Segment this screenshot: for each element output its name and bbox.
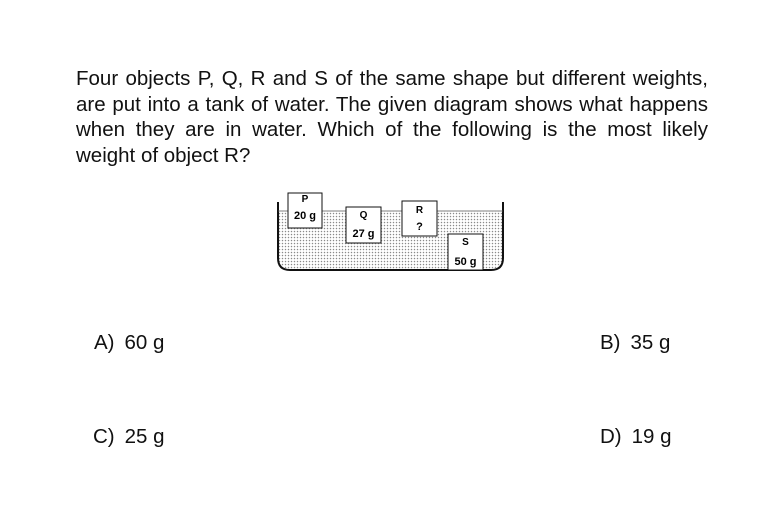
option-c[interactable]	[93, 425, 165, 449]
option-b-letter: B)	[600, 331, 621, 354]
object-s-weight: 50 g	[454, 256, 477, 268]
option-b-value: 35 g	[630, 331, 671, 354]
option-c-value: 25 g	[124, 425, 165, 448]
water-tank-diagram	[272, 188, 512, 278]
option-a[interactable]	[94, 331, 164, 355]
option-d-value: 19 g	[631, 425, 672, 448]
object-q-weight: 27 g	[352, 228, 375, 240]
object-r-name: R	[415, 205, 424, 216]
object-p-weight: 20 g	[293, 210, 317, 222]
option-a-letter: A)	[94, 331, 115, 354]
object-r-weight: ?	[416, 221, 423, 233]
object-s-name: S	[462, 237, 469, 248]
object-q	[346, 207, 381, 243]
object-q-name: Q	[359, 210, 368, 221]
question-text: Four objects P, Q, R and S of the same shape but different weights, are put into a tank of water. The given diagram shows what happens when they are in water. Which of the following is the most likely weight of object R?	[76, 67, 708, 167]
option-d[interactable]	[600, 425, 672, 449]
option-b[interactable]	[600, 331, 670, 355]
option-a-value: 60 g	[124, 331, 165, 354]
object-p-name: P	[301, 194, 309, 205]
option-d-letter: D)	[600, 425, 622, 448]
object-r	[402, 201, 437, 236]
option-c-letter: C)	[93, 425, 115, 448]
object-p	[288, 193, 322, 228]
object-s	[448, 234, 483, 270]
